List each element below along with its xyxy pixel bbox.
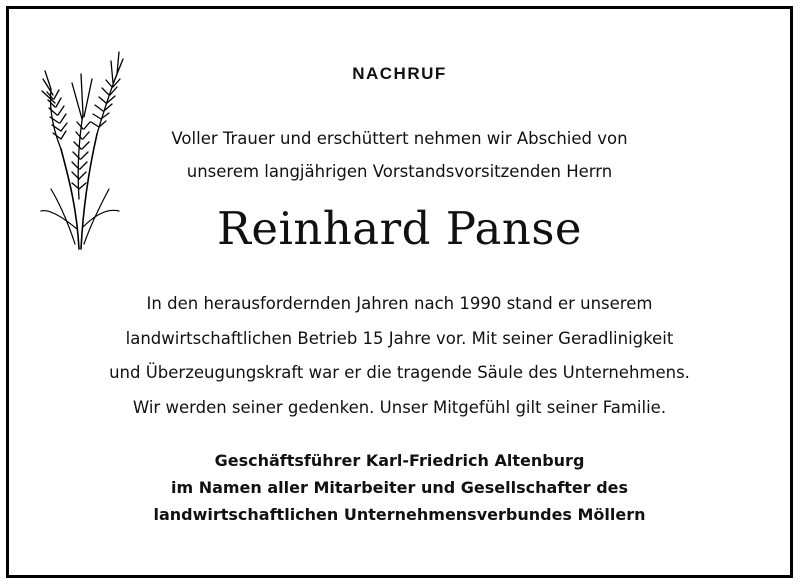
- signature-line: Geschäftsführer Karl-Friedrich Altenburg: [214, 451, 585, 470]
- signature-line: landwirtschaftlichen Unternehmensverbundes Möllern: [153, 505, 646, 524]
- tribute-line: landwirtschaftlichen Betrieb 15 Jahre vor. Mit seiner Geradlinigkeit: [125, 328, 674, 348]
- tribute-line: Wir werden seiner gedenken. Unser Mitgefühl gilt seiner Familie.: [132, 397, 667, 417]
- tribute-text: [9, 287, 790, 425]
- intro-text: [9, 122, 790, 188]
- notice-heading: NACHRUF: [352, 64, 447, 83]
- intro-line: Voller Trauer und erschüttert nehmen wir Abschied von: [171, 129, 628, 148]
- obituary-notice: [6, 6, 793, 578]
- signature-block: [9, 447, 790, 528]
- intro-line: unserem langjährigen Vorstandsvorsitzenden Herrn: [186, 162, 613, 181]
- tribute-line: In den herausfordernden Jahren nach 1990 stand er unserem: [146, 294, 653, 313]
- deceased-name: Reinhard Panse: [216, 202, 583, 255]
- signature-line: im Namen aller Mitarbeiter und Gesellschafter des: [170, 478, 629, 497]
- tribute-line: und Überzeugungskraft war er die tragende Säule des Unternehmens.: [109, 363, 690, 382]
